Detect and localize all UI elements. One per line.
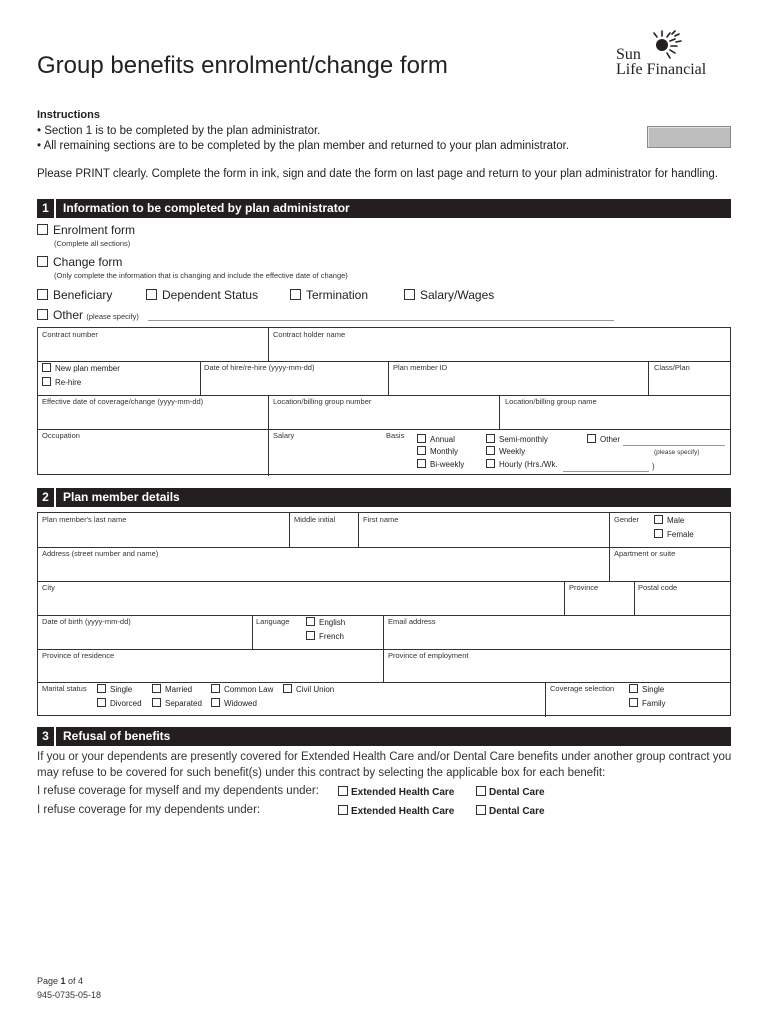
refusal-paragraph-line-1: If you or your dependents are presently covered for Extended Health Care and/or Dental Care benefits under another group contract you: [37, 751, 732, 763]
page-prefix: Page: [37, 976, 61, 986]
grid-line: [38, 429, 730, 430]
effective-date-label: Effective date of coverage/change (yyyy-mm-dd): [42, 397, 204, 406]
postal-code-label: Postal code: [638, 583, 678, 592]
language-english-label: English: [319, 618, 346, 627]
first-name-label: First name: [363, 515, 399, 524]
refuse-dependents-label: I refuse coverage for my dependents under:: [37, 804, 261, 816]
print-form-button[interactable]: [647, 126, 731, 148]
location-name-label: Location/billing group name: [505, 397, 597, 406]
marital-single-label: Single: [110, 685, 133, 694]
section-1-grid: [37, 327, 731, 475]
section-1-title: Information to be completed by plan administrator: [63, 201, 350, 215]
coverage-family-label: Family: [642, 699, 666, 708]
section-2-title: Plan member details: [63, 490, 180, 504]
coverage-family-option[interactable]: [629, 699, 666, 708]
language-label: Language: [256, 617, 290, 626]
refuse-dep-ehc-label: Extended Health Care: [351, 806, 455, 817]
other-label: Other: [53, 308, 84, 322]
coverage-single-label: Single: [642, 685, 665, 694]
language-french-checkbox[interactable]: [306, 631, 315, 640]
date-of-hire-label: Date of hire/re-hire (yyyy-mm-dd): [204, 363, 315, 372]
grid-line: [648, 361, 649, 395]
occupation-label: Occupation: [42, 431, 80, 440]
apartment-label: Apartment or suite: [614, 549, 676, 558]
marital-divorced-checkbox[interactable]: [97, 698, 106, 707]
basis-weekly-label: Weekly: [499, 447, 526, 456]
refuse-dep-dental-option[interactable]: [476, 806, 545, 817]
marital-widowed-checkbox[interactable]: [211, 698, 220, 707]
rehire-checkbox[interactable]: [42, 377, 51, 386]
basis-hourly-checkbox[interactable]: [486, 459, 495, 468]
gender-label: Gender: [614, 515, 640, 524]
address-label: Address (street number and name): [42, 549, 159, 558]
marital-divorced-option[interactable]: [97, 699, 142, 708]
grid-line: [38, 581, 730, 582]
basis-monthly-label: Monthly: [430, 447, 459, 456]
salary-wages-label: Salary/Wages: [420, 288, 495, 302]
grid-line: [268, 328, 269, 361]
province-employment-label: Province of employment: [388, 651, 469, 660]
termination-label: Termination: [306, 288, 369, 302]
other-specify-line[interactable]: [148, 320, 614, 321]
marital-separated-checkbox[interactable]: [152, 698, 161, 707]
language-english-option[interactable]: [306, 618, 345, 627]
page-title: Group benefits enrolment/change form: [37, 52, 448, 79]
grid-line: [38, 361, 730, 362]
other-option[interactable]: [37, 308, 139, 322]
change-form-label: Change form: [53, 255, 123, 269]
refusal-paragraph-line-2: may refuse to be covered for such benefit(s) under this contract by selecting the applicable box for each benefit:: [37, 767, 606, 779]
beneficiary-checkbox[interactable]: [37, 289, 48, 300]
hours-per-week-line[interactable]: [563, 471, 649, 472]
section-1-number: 1: [37, 199, 56, 218]
coverage-selection-label: Coverage selection: [550, 684, 615, 693]
basis-semimonthly-checkbox[interactable]: [486, 434, 495, 443]
basis-biweekly-option[interactable]: [417, 460, 464, 469]
section-1-header: [37, 199, 731, 218]
contract-number-label: Contract number: [42, 330, 98, 339]
basis-monthly-option[interactable]: [417, 447, 458, 456]
termination-checkbox[interactable]: [290, 289, 301, 300]
page-indicator: [37, 976, 83, 986]
gender-male-checkbox[interactable]: [654, 515, 663, 524]
logo-text-life-financial: Life Financial: [616, 61, 707, 78]
basis-hourly-option[interactable]: [486, 460, 558, 469]
basis-other-option[interactable]: [587, 435, 620, 444]
change-form-note: (Only complete the information that is changing and include the effective date of change): [54, 271, 348, 280]
marital-separated-label: Separated: [165, 699, 202, 708]
basis-annual-option[interactable]: [417, 435, 455, 444]
instructions-heading: Instructions: [37, 109, 100, 121]
dependent-status-option[interactable]: [146, 288, 258, 302]
coverage-family-checkbox[interactable]: [629, 698, 638, 707]
grid-line: [634, 581, 635, 615]
basis-other-checkbox[interactable]: [587, 434, 596, 443]
sun-burst-icon: [648, 28, 688, 62]
page-number: 1: [60, 976, 66, 986]
gender-male-option[interactable]: [654, 516, 684, 525]
hourly-close-paren: ): [652, 462, 655, 471]
basis-semimonthly-label: Semi-monthly: [499, 435, 548, 444]
dependent-status-label: Dependent Status: [162, 288, 259, 302]
gender-female-label: Female: [667, 530, 694, 539]
change-form-option[interactable]: [37, 255, 122, 269]
grid-line: [388, 361, 389, 395]
marital-civil-union-label: Civil Union: [296, 685, 335, 694]
refuse-self-ehc-label: Extended Health Care: [351, 787, 455, 798]
grid-line: [358, 513, 359, 547]
grid-line: [609, 547, 610, 581]
basis-weekly-option[interactable]: [486, 447, 525, 456]
class-plan-label: Class/Plan: [654, 363, 690, 372]
dependent-status-checkbox[interactable]: [146, 289, 157, 300]
refuse-self-dental-checkbox[interactable]: [476, 786, 486, 796]
sun-life-logo: [612, 28, 734, 80]
grid-line: [383, 615, 384, 682]
dob-label: Date of birth (yyyy-mm-dd): [42, 617, 131, 626]
coverage-single-option[interactable]: [629, 685, 664, 694]
refuse-self-ehc-checkbox[interactable]: [338, 786, 348, 796]
language-french-label: French: [319, 632, 344, 641]
rehire-label: Re-hire: [55, 378, 82, 387]
salary-wages-option[interactable]: [404, 288, 494, 302]
basis-annual-checkbox[interactable]: [417, 434, 426, 443]
marital-common-law-option[interactable]: [211, 685, 273, 694]
marital-civil-union-checkbox[interactable]: [283, 684, 292, 693]
marital-single-option[interactable]: [97, 685, 132, 694]
marital-common-law-label: Common Law: [224, 685, 274, 694]
marital-common-law-checkbox[interactable]: [211, 684, 220, 693]
language-english-checkbox[interactable]: [306, 617, 315, 626]
grid-line: [545, 682, 546, 717]
grid-line: [252, 615, 253, 649]
contract-holder-label: Contract holder name: [273, 330, 346, 339]
marital-civil-union-option[interactable]: [283, 685, 334, 694]
page-suffix: of 4: [65, 976, 84, 986]
grid-line: [38, 547, 730, 548]
form-code: 945-0735-05-18: [37, 990, 102, 1000]
grid-line: [289, 513, 290, 547]
refuse-self-dental-option[interactable]: [476, 787, 545, 798]
marital-single-checkbox[interactable]: [97, 684, 106, 693]
logo-text-sun: Sun: [616, 46, 641, 63]
marital-married-option[interactable]: [152, 685, 192, 694]
marital-married-checkbox[interactable]: [152, 684, 161, 693]
refuse-dep-dental-checkbox[interactable]: [476, 805, 486, 815]
grid-line: [499, 395, 500, 429]
marital-status-label: Marital status: [42, 684, 87, 693]
new-member-checkbox[interactable]: [42, 363, 51, 372]
marital-widowed-label: Widowed: [224, 699, 257, 708]
plan-member-id-label: Plan member ID: [393, 363, 448, 372]
beneficiary-label: Beneficiary: [53, 288, 113, 302]
basis-weekly-checkbox[interactable]: [486, 446, 495, 455]
grid-line: [38, 615, 730, 616]
rehire-option[interactable]: [42, 378, 81, 387]
basis-monthly-checkbox[interactable]: [417, 446, 426, 455]
grid-line: [268, 395, 269, 476]
section-2-header: [37, 488, 731, 507]
basis-other-note: (please specify): [654, 449, 700, 456]
basis-other-line[interactable]: [623, 445, 725, 446]
marital-divorced-label: Divorced: [110, 699, 142, 708]
section-3-title: Refusal of benefits: [63, 729, 171, 743]
province-label: Province: [569, 583, 599, 592]
basis-semimonthly-option[interactable]: [486, 435, 548, 444]
refuse-dep-ehc-option[interactable]: [338, 806, 454, 817]
basis-other-label: Other: [600, 435, 621, 444]
city-label: City: [42, 583, 55, 592]
salary-label: Salary: [273, 431, 295, 440]
section-3-number: 3: [37, 727, 56, 746]
grid-line: [564, 581, 565, 615]
coverage-single-checkbox[interactable]: [629, 684, 638, 693]
refuse-dep-ehc-checkbox[interactable]: [338, 805, 348, 815]
new-member-label: New plan member: [55, 364, 120, 373]
section-3-header: [37, 727, 731, 746]
refuse-self-dental-label: Dental Care: [489, 787, 545, 798]
location-number-label: Location/billing group number: [273, 397, 372, 406]
basis-annual-label: Annual: [430, 435, 455, 444]
enrolment-form-note: (Complete all sections): [54, 239, 131, 248]
grid-line: [38, 395, 730, 396]
basis-biweekly-checkbox[interactable]: [417, 459, 426, 468]
basis-label: Basis: [386, 431, 405, 440]
other-checkbox[interactable]: [37, 309, 48, 320]
refuse-dep-dental-label: Dental Care: [489, 806, 545, 817]
last-name-label: Plan member's last name: [42, 515, 127, 524]
gender-male-label: Male: [667, 516, 685, 525]
instruction-bullet-2: • All remaining sections are to be completed by the plan member and returned to your plan administrator.: [37, 140, 570, 152]
email-label: Email address: [388, 617, 436, 626]
print-instructions: Please PRINT clearly. Complete the form in ink, sign and date the form on last page and return to your plan administrator for handling.: [37, 168, 718, 180]
salary-wages-checkbox[interactable]: [404, 289, 415, 300]
gender-female-option[interactable]: [654, 530, 694, 539]
language-french-option[interactable]: [306, 632, 344, 641]
grid-line: [200, 361, 201, 395]
grid-line: [38, 649, 730, 650]
grid-line: [38, 682, 730, 683]
grid-line: [609, 513, 610, 547]
change-form-checkbox[interactable]: [37, 256, 48, 267]
gender-female-checkbox[interactable]: [654, 529, 663, 538]
enrolment-form-option[interactable]: [37, 223, 135, 237]
marital-separated-option[interactable]: [152, 699, 202, 708]
section-2-grid: [37, 512, 731, 716]
marital-widowed-option[interactable]: [211, 699, 257, 708]
basis-hourly-label: Hourly (Hrs./Wk.: [499, 460, 558, 469]
instruction-bullet-1: • Section 1 is to be completed by the plan administrator.: [37, 125, 321, 137]
termination-option[interactable]: [290, 288, 368, 302]
beneficiary-option[interactable]: [37, 288, 112, 302]
section-2-number: 2: [37, 488, 56, 507]
enrolment-form-label: Enrolment form: [53, 223, 136, 237]
refuse-self-label: I refuse coverage for myself and my dependents under:: [37, 785, 319, 797]
new-member-option[interactable]: [42, 364, 120, 373]
refuse-self-ehc-option[interactable]: [338, 787, 454, 798]
province-residence-label: Province of residence: [42, 651, 115, 660]
marital-married-label: Married: [165, 685, 193, 694]
enrolment-form-checkbox[interactable]: [37, 224, 48, 235]
middle-initial-label: Middle initial: [294, 515, 336, 524]
other-note: (please specify): [86, 312, 139, 321]
basis-biweekly-label: Bi-weekly: [430, 460, 465, 469]
